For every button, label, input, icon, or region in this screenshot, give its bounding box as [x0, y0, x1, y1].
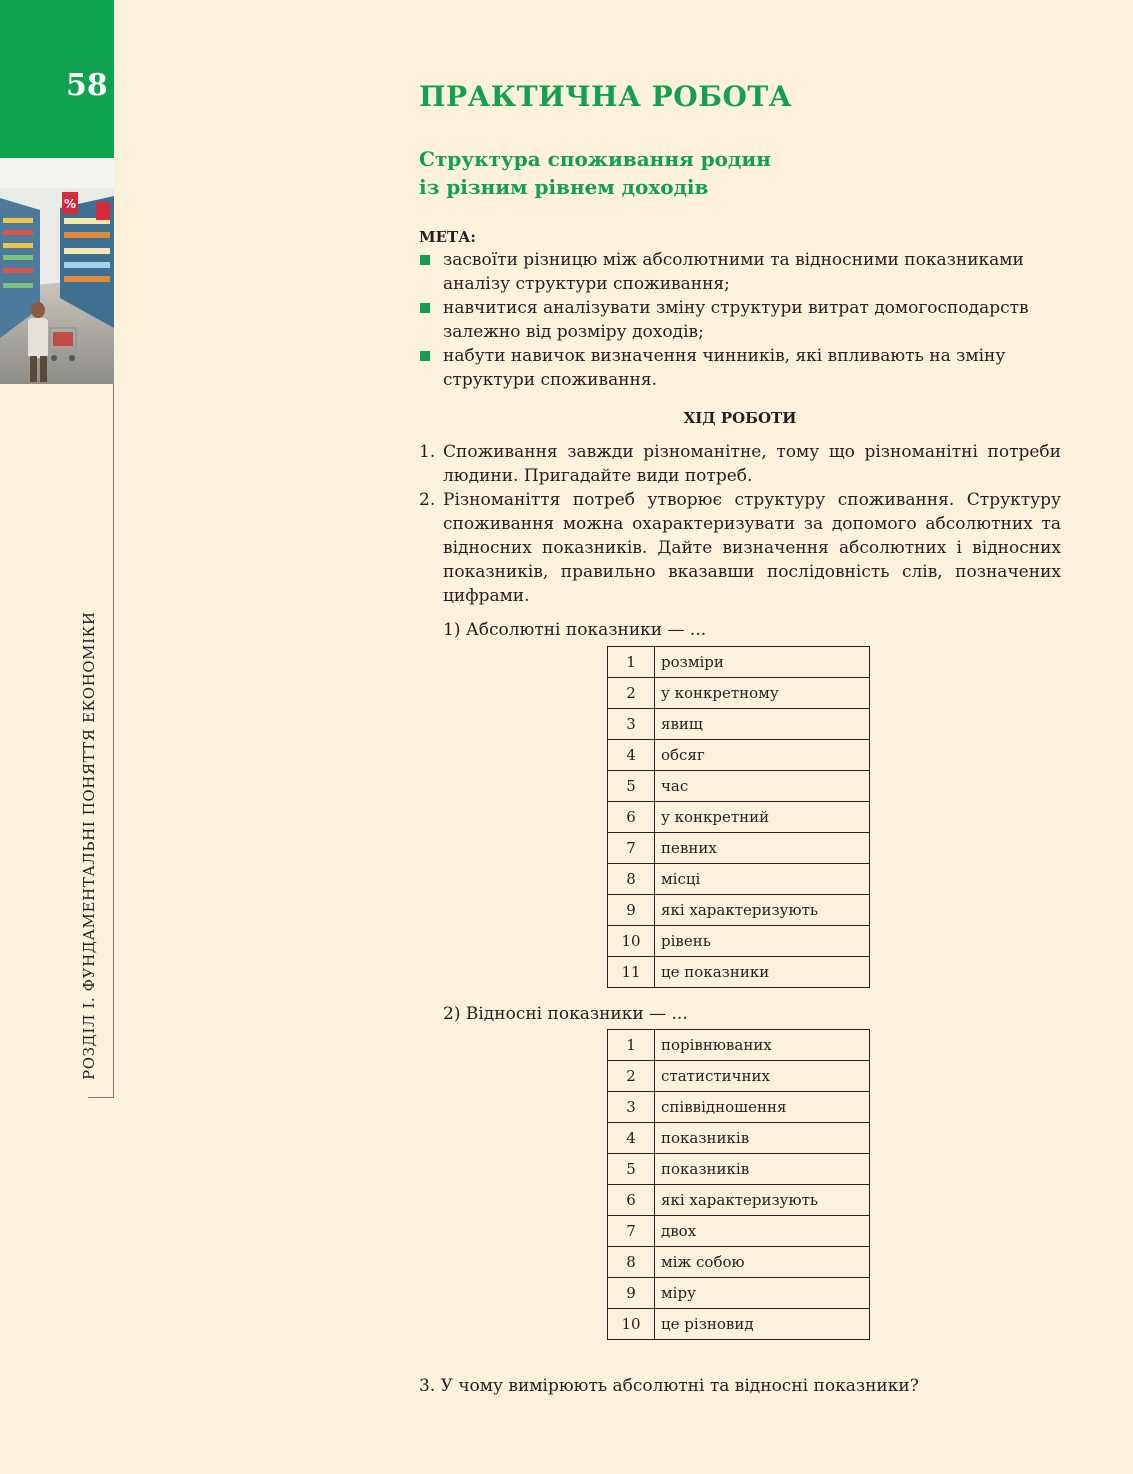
- table-row: [608, 678, 870, 709]
- word-text: статистичних: [655, 1061, 870, 1092]
- table-row: [608, 1185, 870, 1216]
- word-number: 8: [608, 864, 655, 895]
- page-title: ПРАКТИЧНА РОБОТА: [419, 80, 793, 113]
- word-text: у конкретний: [655, 802, 870, 833]
- table-row: [608, 833, 870, 864]
- table-row: [608, 926, 870, 957]
- step-list: [419, 440, 1061, 608]
- word-number: 10: [608, 1309, 655, 1340]
- word-number: 3: [608, 1092, 655, 1123]
- table-row: [608, 709, 870, 740]
- table-row: [608, 647, 870, 678]
- table-row: [608, 1030, 870, 1061]
- table-row: [608, 1216, 870, 1247]
- word-text: це різновид: [655, 1309, 870, 1340]
- work-subtitle: [419, 145, 771, 201]
- bullet-square-icon: [420, 303, 430, 313]
- step-number: 2.: [419, 490, 436, 510]
- word-number: 7: [608, 833, 655, 864]
- table-row: [608, 1154, 870, 1185]
- goal-text: засвоїти різницю між абсолютними та відносними показниками аналізу структури споживання;: [443, 250, 1024, 294]
- word-number: 6: [608, 1185, 655, 1216]
- absolute-label: 1) Абсолютні показники — ...: [443, 620, 707, 640]
- side-rule-tick: [88, 1097, 114, 1098]
- word-number: 3: [608, 709, 655, 740]
- word-text: це показники: [655, 957, 870, 988]
- relative-words-table: [607, 1029, 870, 1340]
- table-row: [608, 957, 870, 988]
- word-number: 2: [608, 678, 655, 709]
- table-row: [608, 1309, 870, 1340]
- table-row: [608, 1278, 870, 1309]
- step-number: 1.: [419, 442, 436, 462]
- page-number: 58: [66, 68, 108, 103]
- word-text: обсяг: [655, 740, 870, 771]
- table-row: [608, 895, 870, 926]
- goal-label: МЕТА:: [419, 228, 476, 246]
- section-title: РОЗДІЛ І. ФУНДАМЕНТАЛЬНІ ПОНЯТТЯ ЕКОНОМІКИ: [80, 611, 98, 1080]
- absolute-words-table: [607, 646, 870, 988]
- word-number: 7: [608, 1216, 655, 1247]
- word-text: які характеризують: [655, 1185, 870, 1216]
- subtitle-line-2: із різним рівнем доходів: [419, 175, 709, 199]
- word-text: розміри: [655, 647, 870, 678]
- word-text: явищ: [655, 709, 870, 740]
- subtitle-line-1: Структура споживання родин: [419, 147, 771, 171]
- goal-item: [419, 344, 1061, 392]
- word-text: час: [655, 771, 870, 802]
- table-row: [608, 864, 870, 895]
- word-text: співвідношення: [655, 1092, 870, 1123]
- table-row: [608, 1247, 870, 1278]
- word-number: 9: [608, 1278, 655, 1309]
- word-number: 9: [608, 895, 655, 926]
- table-row: [608, 1061, 870, 1092]
- word-text: показників: [655, 1154, 870, 1185]
- word-text: які характеризують: [655, 895, 870, 926]
- word-number: 1: [608, 1030, 655, 1061]
- goal-list: [419, 248, 1061, 392]
- goal-item: [419, 296, 1061, 344]
- goal-item: [419, 248, 1061, 296]
- word-number: 4: [608, 1123, 655, 1154]
- bullet-square-icon: [420, 255, 430, 265]
- side-rule: [113, 384, 114, 1098]
- table-row: [608, 740, 870, 771]
- step-text: Різноманіття потреб утворює структуру споживання. Структуру споживання можна охарактеризувати за допомого абсолютних та відносних показників. Дайте визначення абсолютних і відносних показників, правильно вказавши послідовність слів, позначених цифрами.: [443, 490, 1061, 606]
- relative-label: 2) Відносні показники — ...: [443, 1004, 688, 1024]
- word-text: показників: [655, 1123, 870, 1154]
- word-text: місці: [655, 864, 870, 895]
- word-text: певних: [655, 833, 870, 864]
- table-row: [608, 1123, 870, 1154]
- step-item: [419, 488, 1061, 608]
- svg-text:%: %: [63, 197, 77, 211]
- word-number: 1: [608, 647, 655, 678]
- step-item: [419, 440, 1061, 488]
- step-text: Споживання завжди різноманітне, тому що різноманітні потреби людини. Пригадайте види потреб.: [443, 442, 1061, 486]
- goal-text: навчитися аналізувати зміну структури витрат домогосподарств залежно від розміру доходів;: [443, 298, 1029, 342]
- word-text: двох: [655, 1216, 870, 1247]
- word-number: 11: [608, 957, 655, 988]
- procedure-title: ХІД РОБОТИ: [683, 409, 797, 427]
- table-row: [608, 802, 870, 833]
- word-number: 5: [608, 1154, 655, 1185]
- step-3-question: 3. У чому вимірюють абсолютні та відносні показники?: [419, 1376, 919, 1396]
- word-number: 6: [608, 802, 655, 833]
- word-text: міру: [655, 1278, 870, 1309]
- goal-text: набути навичок визначення чинників, які впливають на зміну структури споживання.: [443, 346, 1006, 390]
- bullet-square-icon: [420, 351, 430, 361]
- word-number: 4: [608, 740, 655, 771]
- word-text: між собою: [655, 1247, 870, 1278]
- table-row: [608, 1092, 870, 1123]
- supermarket-photo: [0, 158, 114, 384]
- word-number: 10: [608, 926, 655, 957]
- word-number: 5: [608, 771, 655, 802]
- word-text: у конкретному: [655, 678, 870, 709]
- table-row: [608, 771, 870, 802]
- word-number: 2: [608, 1061, 655, 1092]
- word-number: 8: [608, 1247, 655, 1278]
- word-text: порівнюваних: [655, 1030, 870, 1061]
- word-text: рівень: [655, 926, 870, 957]
